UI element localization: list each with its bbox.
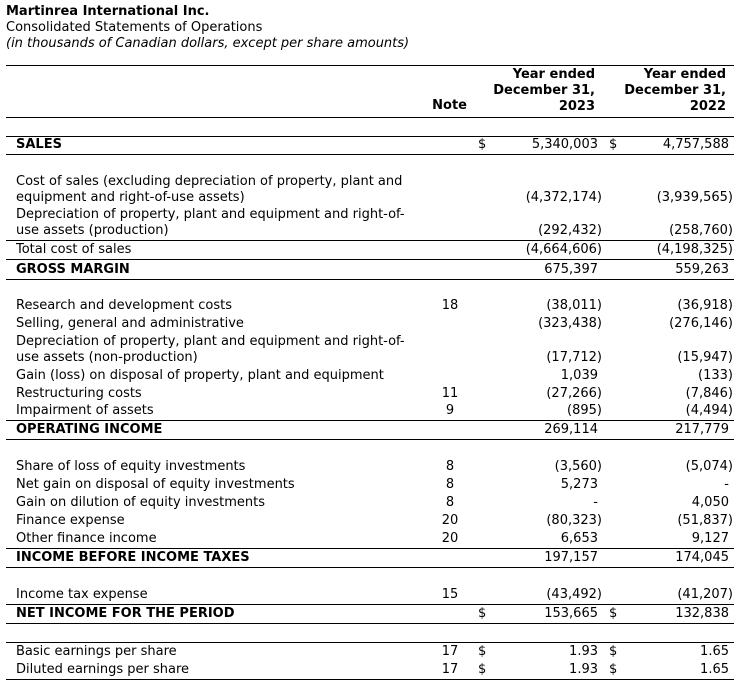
rule [6,154,734,155]
table-row-basic-eps: Basic earnings per share 17 $ 1.93 $ 1.65 [16,644,729,659]
rule-bottom [6,679,734,680]
table-row-other-finance-income: Other finance income 20 6,653 9,127 [16,531,729,546]
table-row-depreciation-non-production: Depreciation of property, plant and equipment and right-of- [16,334,405,349]
note-column-header: Note [432,98,467,113]
table-row-impairment: Impairment of assets 9 (895) (4,494) [16,403,733,418]
table-row-net-income: NET INCOME FOR THE PERIOD $ 153,665 $ 132,838 [16,606,729,621]
rule [6,259,734,260]
rule-under-header [6,117,734,118]
statement-title: Consolidated Statements of Operations [6,20,263,35]
column-header-2023: Year ended December 31, 2023 [493,67,595,114]
table-row-diluted-eps: Diluted earnings per share 17 $ 1.93 $ 1.65 [16,662,729,677]
column-header-2022: Year ended December 31, 2022 [624,67,726,114]
table-row-cost-of-sales: Cost of sales (excluding depreciation of property, plant and [16,174,403,189]
table-row-income-tax-expense: Income tax expense 15 (43,492) (41,207) [16,587,733,602]
table-row-share-of-loss: Share of loss of equity investments 8 (3,560) (5,074) [16,459,733,474]
table-row-depreciation-non-production-cont: use assets (non-production) (17,712) (15,947) [16,350,733,365]
statement-header [6,4,409,52]
rule [6,567,734,568]
table-row-restructuring: Restructuring costs 11 (27,266) (7,846) [16,386,733,401]
company-name: Martinrea International Inc. [6,4,210,19]
table-row-depreciation-production: Depreciation of property, plant and equipment and right-of- [16,207,405,222]
table-row-depreciation-production-cont: use assets (production) (292,432) (258,760) [16,223,733,238]
table-row-finance-expense: Finance expense 20 (80,323) (51,837) [16,513,733,528]
table-row-total-cost-of-sales: Total cost of sales (4,664,606) (4,198,325) [16,242,733,257]
table-row-sales: SALES $ 5,340,003 $ 4,757,588 [16,137,729,152]
table-row-gain-loss-disposal: Gain (loss) on disposal of property, plant and equipment 1,039 (133) [16,368,733,383]
table-row-operating-income: OPERATING INCOME 269,114 217,779 [16,422,729,437]
table-row-research-development: Research and development costs 18 (38,011) (36,918) [16,298,733,313]
units-note: (in thousands of Canadian dollars, except per share amounts) [6,36,410,51]
table-row-cost-of-sales-cont: equipment and right-of-use assets) (4,372,174) (3,939,565) [16,190,733,205]
rule [6,279,734,280]
table-row-gross-margin: GROSS MARGIN 675,397 559,263 [16,262,729,277]
table-row-sga: Selling, general and administrative (323,438) (276,146) [16,316,733,331]
rule [6,623,734,624]
table-row-net-gain-disposal-equity: Net gain on disposal of equity investments 8 5,273 - [16,477,729,492]
rule [6,439,734,440]
table-row-gain-on-dilution: Gain on dilution of equity investments 8 - 4,050 [16,495,729,510]
table-row-income-before-taxes: INCOME BEFORE INCOME TAXES 197,157 174,045 [16,550,729,565]
rule-top [6,65,734,66]
